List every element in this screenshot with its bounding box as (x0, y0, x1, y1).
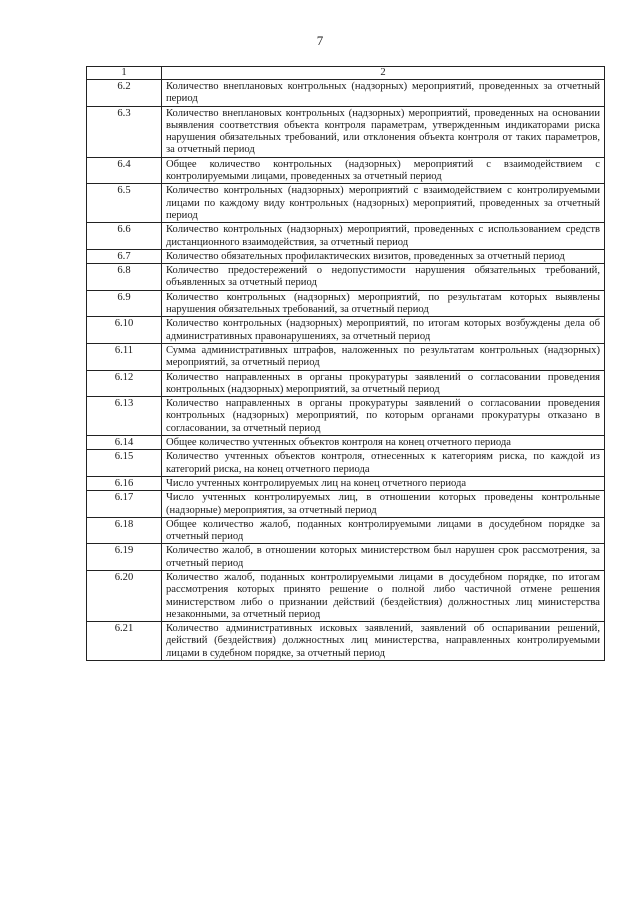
column-header-description: 2 (162, 67, 605, 80)
table-row (87, 517, 605, 544)
table-row (87, 436, 605, 450)
indicators-table (86, 66, 605, 661)
row-number: 6.15 (87, 450, 162, 477)
row-text: Количество обязательных профилактических визитов, проведенных за отчетный период (162, 249, 605, 263)
row-number: 6.11 (87, 343, 162, 370)
row-number: 6.21 (87, 622, 162, 661)
row-number: 6.14 (87, 436, 162, 450)
row-number: 6.2 (87, 80, 162, 107)
row-text: Количество контрольных (надзорных) мероприятий с взаимодействием с контролируемыми лицами по каждому виду контрольных (надзорных) мероприятий, проведенных за отчетный период (162, 184, 605, 223)
table-row (87, 570, 605, 621)
table-row (87, 370, 605, 397)
row-number: 6.16 (87, 476, 162, 490)
table-row (87, 476, 605, 490)
row-number: 6.19 (87, 544, 162, 571)
row-text: Общее количество жалоб, поданных контролируемыми лицами в досудебном порядке за отчетный период (162, 517, 605, 544)
row-text: Количество контрольных (надзорных) мероприятий, проведенных с использованием средств дистанционного взаимодействия, за отчетный период (162, 223, 605, 250)
row-text: Сумма административных штрафов, наложенных по результатам контрольных (надзорных) мероприятий, за отчетный период (162, 343, 605, 370)
table-header-row (87, 67, 605, 80)
row-number: 6.18 (87, 517, 162, 544)
row-text: Количество контрольных (надзорных) мероприятий, по итогам которых возбуждены дела об административных правонарушениях, за отчетный период (162, 317, 605, 344)
column-header-number: 1 (87, 67, 162, 80)
row-text: Количество жалоб, поданных контролируемыми лицами в досудебном порядке, по итогам рассмотрения которых принято решение о полной либо частичной отмене решения министерством либо о признании действий (бездействия) должностных лиц министерства незаконными, за отчетный период (162, 570, 605, 621)
row-number: 6.6 (87, 223, 162, 250)
row-text: Количество жалоб, в отношении которых министерством был нарушен срок рассмотрения, за отчетный период (162, 544, 605, 571)
row-text: Количество направленных в органы прокуратуры заявлений о согласовании проведения контрольных (надзорных) мероприятий, по которым органами прокуратуры отказано в согласовании, за отчетный период (162, 397, 605, 436)
row-number: 6.10 (87, 317, 162, 344)
row-number: 6.3 (87, 106, 162, 157)
page-number: 7 (316, 33, 324, 48)
table-row (87, 157, 605, 184)
row-text: Количество контрольных (надзорных) мероприятий, по результатам которых выявлены нарушения обязательных требований, за отчетный период (162, 290, 605, 317)
table-row (87, 317, 605, 344)
row-number: 6.7 (87, 249, 162, 263)
row-number: 6.9 (87, 290, 162, 317)
row-number: 6.4 (87, 157, 162, 184)
table-row (87, 106, 605, 157)
row-text: Общее количество учтенных объектов контроля на конец отчетного периода (162, 436, 605, 450)
row-text: Число учтенных контролируемых лиц, в отношении которых проведены контрольные (надзорные) мероприятия, за отчетный период (162, 491, 605, 518)
table-row (87, 491, 605, 518)
table-row (87, 223, 605, 250)
row-text: Общее количество контрольных (надзорных) мероприятий с взаимодействием с контролируемыми лицами, проведенных за отчетный период (162, 157, 605, 184)
row-number: 6.20 (87, 570, 162, 621)
row-text: Количество внеплановых контрольных (надзорных) мероприятий, проведенных на основании выявления соответствия объекта контроля параметрам, утвержденным индикаторами риска нарушения обязательных требований, или отклонения объекта контроля от таких параметров, за отчетный период (162, 106, 605, 157)
row-number: 6.13 (87, 397, 162, 436)
table-row (87, 80, 605, 107)
row-text: Количество предостережений о недопустимости нарушения обязательных требований, объявленных за отчетный период (162, 264, 605, 291)
table-row (87, 249, 605, 263)
row-text: Количество учтенных объектов контроля, отнесенных к категориям риска, по каждой из категорий риска, на конец отчетного периода (162, 450, 605, 477)
row-number: 6.8 (87, 264, 162, 291)
table-row (87, 290, 605, 317)
row-number: 6.17 (87, 491, 162, 518)
row-text: Количество направленных в органы прокуратуры заявлений о согласовании проведения контрольных (надзорных) мероприятий, за отчетный период (162, 370, 605, 397)
table-row (87, 397, 605, 436)
table-row (87, 450, 605, 477)
row-number: 6.12 (87, 370, 162, 397)
row-text: Количество внеплановых контрольных (надзорных) мероприятий, проведенных за отчетный период (162, 80, 605, 107)
table-row (87, 184, 605, 223)
table-row (87, 343, 605, 370)
row-number: 6.5 (87, 184, 162, 223)
row-text: Количество административных исковых заявлений, заявлений об оспаривании решений, действий (бездействия) должностных лиц министерства, направленных контролируемыми лицами в судебном порядке, за отчетный период (162, 622, 605, 661)
table-row (87, 264, 605, 291)
table-row (87, 544, 605, 571)
row-text: Число учтенных контролируемых лиц на конец отчетного периода (162, 476, 605, 490)
table-row (87, 622, 605, 661)
